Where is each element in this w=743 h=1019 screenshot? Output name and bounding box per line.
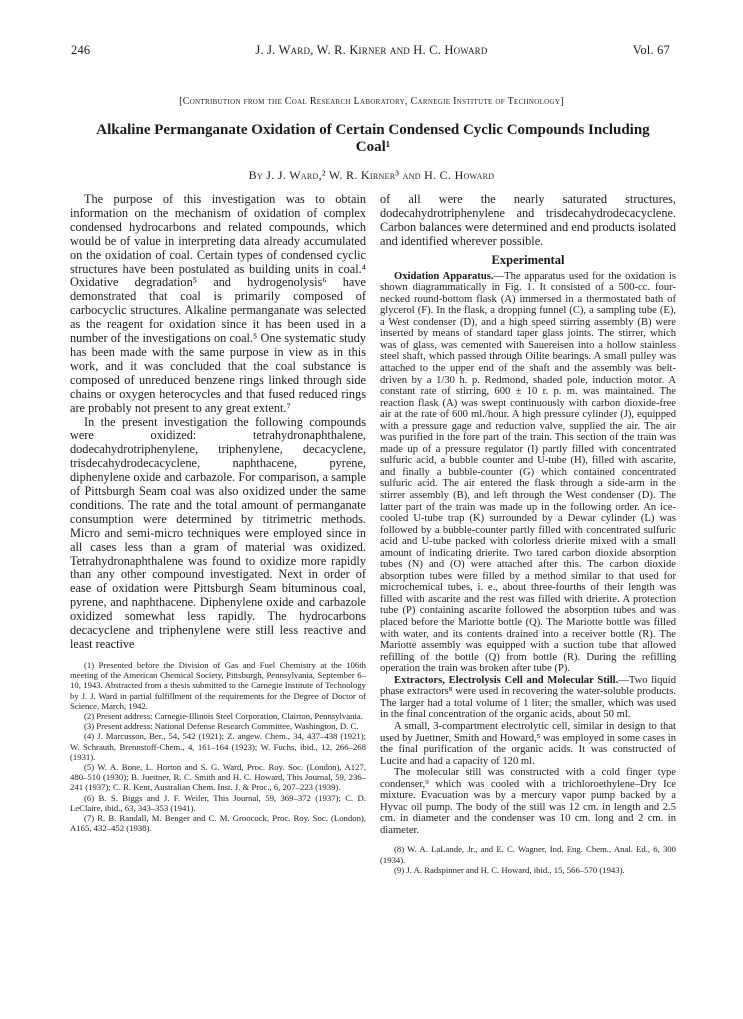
right-footnotes [380, 844, 676, 875]
extractors-paragraph [380, 675, 676, 721]
footnote-9: (9) J. A. Radspinner and H. C. Howard, ibid., 15, 566–570 (1943). [394, 864, 625, 875]
right-footnote-gap [380, 836, 676, 844]
right-paragraph-1: of all were the nearly saturated structures, dodecahydrotriphenylene and trisdecahydrodecacyclene. Carbon balances were determined and end products isolated and identified wherever possible. [380, 192, 676, 248]
left-column [70, 193, 366, 833]
footnote-rule [70, 652, 366, 660]
footnote-7: (7) R. B. Randall, M. Benger and C. M. Groocock, Proc. Roy. Soc. (London), A165, 432–452 (1938). [70, 812, 366, 834]
byline: By J. J. Ward,² W. R. Kirner³ and H. C. Howard [248, 168, 495, 182]
left-paragraph-1: The purpose of this investigation was to obtain information on the mechanism of oxidation of complex condensed hydrocarbons and related compounds, which would be of value in interpreting data already accumulated on the oxidation of coal. Certain types of condensed cyclic structures have been postulated as building units in coal.⁴ Oxidative degradation⁵ and hydrogenolysis⁶ have demonstrated that coal is primarily composed of carbocyclic structures. Alkaline permanganate was selected as the reagent for oxidation since it has been used in a number of the investigations on coal.⁵ One systematic study has been made with the same purpose in view as in this work, and it was concluded that the coal substance is composed of unreduced benzene rings linked through side chains or oxygen heterocycles and that fused reduced rings are probably not present to any great extent.⁷ [70, 192, 366, 415]
extractors-text: —Two liquid phase extractors⁸ were used in recovering the water-soluble products. The larger had a total volume of 1 liter; the smaller, which was used in the final concentration of the organic acids, about 50 ml. [380, 674, 676, 721]
footnote-5: (5) W. A. Bone, L. Horton and S. G. Ward, Proc. Roy. Soc. (London), A127, 480–510 (1930); B. Juettner, R. C. Smith and H. C. Howard, This Journal, 59, 236–241 (1937); C. R. Kent, Australian Chem. Inst. J. & Proc., 6, 207–223 (1939). [70, 761, 366, 793]
cell-paragraph: A small, 3-compartment electrolytic cell, similar in design to that used by Juettner, Smith and Howard,⁵ was employed in some cases in the final purification of the organic acids. It was constructed of Lucite and had a capacity of 120 ml. [380, 720, 676, 767]
title-line-2: Coal¹ [355, 139, 391, 155]
contribution-line: [Contribution from the Coal Research Laboratory, Carnegie Institute of Technology] [179, 96, 564, 107]
apparatus-paragraph [380, 271, 676, 675]
footnote-1: (1) Presented before the Division of Gas and Fuel Chemistry at the 106th meeting of the American Chemical Society, Pittsburgh, Pennsylvania, September 6–10, 1943. Abstracted from a thesis submitted to the Carnegie Institute of Technology by J. J. Ward in partial fulfillment of the requirements for the Degree of Doctor of Science, March, 1942. [70, 659, 366, 711]
left-footnotes [70, 660, 366, 833]
footnote-2: (2) Present address: Carnegie-Illinois Steel Corporation, Clairton, Pennsylvania. [84, 710, 363, 721]
run-in-heading-extractors: Extractors, Electrolysis Cell and Molecular Still. [394, 674, 619, 686]
footnote-4: (4) J. Marcusson, Ber., 54, 542 (1921); Z. angew. Chem., 34, 437–438 (1921); W. Schrauth, Brennstoff-Chem., 4, 161–164 (1923); W. Fuchs, ibid., 12, 266–268 (1931). [70, 731, 366, 762]
footnote-6: (6) B. S. Biggs and J. F. Weiler, This Journal, 59, 369–372 (1937); C. D. LeClaire, ibid., 63, 343–353 (1941). [70, 792, 366, 813]
left-paragraph-2: In the present investigation the following compounds were oxidized: tetrahydronaphthalene, dodecahydrotriphenylene, triphenylene, decacyclene, trisdecahydrodecacyclene, naphthacene, pyrene, diphenylene oxide and carbazole. For comparison, a sample of Pittsburgh Seam coal was also oxidized under the same conditions. The rate and the total amount of permanganate consumption were determined by titrimetric methods. Micro and semi-micro techniques were employed since in all cases less than a gram of material was oxidized. Tetrahydronaphthalene was found to oxidize more rapidly than any other compound investigated. Next in order of ease of oxidation were Pittsburgh Seam bituminous coal, pyrene, and naphthacene. Diphenylene oxide and carbazole oxidized somewhat less rapidly. The hydrocarbons decacyclene and triphenylene were still less reactive and least reactive [70, 414, 366, 651]
title-line-1: Alkaline Permanganate Oxidation of Certain Condensed Cyclic Compounds Including [96, 122, 650, 138]
footnote-3: (3) Present address: National Defense Research Committee, Washington, D. C. [84, 721, 359, 732]
page-number: 246 [71, 43, 91, 57]
run-in-heading-apparatus: Oxidation Apparatus. [394, 270, 494, 282]
volume-label: Vol. 67 [632, 43, 670, 57]
section-heading: Experimental [491, 252, 565, 267]
apparatus-text: —The apparatus used for the oxidation is shown diagrammatically in Fig. 1. It consisted of a 500-cc. four-necked round-bottom flask (A) immersed in a thermostated bath of glycerol (F). In the flask, a dropping funnel (C), a sampling tube (E), a West condenser (D), and a high speed stirring assembly (B) were inserted by means of standard taper glass joints. The stirrer, which was of glass, was cemented with Sauereisen into a hollow stainless steel shaft, which passed through Oilite bearings. A small pulley was attached to the upper end of the shaft and the assembly was belt-driven by a 1/30 h. p. Redmond, shaded pole, induction motor. A constant rate of stirring, 600 ± 10 r. p. m. was maintained. The reaction flask (A) was swept continuously with carbon dioxide-free air at the rate of 600 ml./hour. A high pressure cylinder (J), equipped with a pressure gage and reduction valve, supplied the air. The air was purified in the fore part of the train. This section of the train was made up of a pressure regulator (I) partly filled with concentrated sulfuric acid, a bubble counter and U-tube (H), filled with ascarite, and finally a bubble-counter (G) which contained concentrated sulfuric acid. The air entered the flask through a side-arm in the stirrer assembly (B), and left through the West condenser (D). The latter part of the train was made up in the following order. An ice-cooled U-tube trap (K) surrounded by a Dewar cylinder (L) was followed by a bubble-counter partly filled with concentrated sulfuric acid and U-tube packed with colorless drierite mixed with a small amount of indicating drierite. Two tared carbon dioxide absorption tubes (N) and (O) were attached after this. The carbon dioxide absorption tubes were filled by a method similar to that used for microchemical tubes, i. e., about three-fourths of their length was filled with ascarite and the rest was filled with drierite. A protection tube (P) containing ascarite followed the absorption tubes and was placed before the Mariotte bottle (Q). The Mariotte bottle was filled with water, and its contents drained into a receiver bottle (R). The Mariotte assembly was equipped with a suction tube that allowed refilling of the bottle (Q) from bottle (R). During the refilling operation the train was broken after tube (P). [380, 270, 676, 675]
right-column [380, 193, 676, 875]
footnote-8: (8) W. A. LaLande, Jr., and E. C. Wagner, Ind. Eng. Chem., Anal. Ed., 6, 300 (1934). [380, 844, 676, 865]
running-title: J. J. Ward, W. R. Kirner and H. C. Howard [255, 43, 488, 57]
article-title [70, 122, 676, 156]
still-paragraph: The molecular still was constructed with a cold finger type condenser,⁹ which was cooled with a trichloroethylene–Dry Ice mixture. Evacuation was by a mercury vapor pump backed by a Hyvac oil pump. The body of the still was 12 cm. in length and 2.5 cm. in diameter and the condenser was 10 cm. long and 2 cm. in diameter. [380, 767, 676, 836]
